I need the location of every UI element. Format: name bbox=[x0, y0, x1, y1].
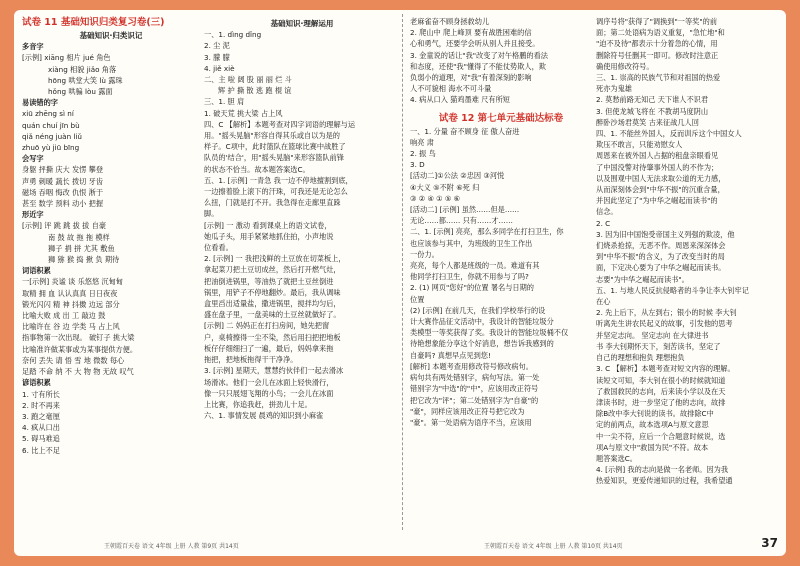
line: 醉卧沙场君莫笑 古来征战几人回 bbox=[596, 117, 699, 127]
line: 1. 破天荒 挑大梁 占上风 bbox=[204, 108, 283, 118]
line: 四、1. 不能丝外国人，反而训斥这个中国女人 bbox=[596, 129, 742, 139]
column-divider bbox=[402, 14, 403, 530]
line: 板仔仔细细扫了一遍，最后，妈妈拿来拖 bbox=[204, 343, 334, 353]
line: 他同学打扫卫生，你就不用参与了吗? bbox=[410, 272, 529, 282]
test-12-title: 试卷 12 第七单元基础达标卷 bbox=[438, 112, 564, 124]
line: 盒里舀出适量盐，撒进锅里，搅拌均匀后， bbox=[204, 299, 341, 309]
column-4 bbox=[596, 10, 782, 530]
line: [活动二] [示例] 虽然……但是…… bbox=[410, 205, 520, 215]
line: 么扭，门就是打不开。我急得在走廊里直跺 bbox=[204, 198, 341, 208]
line: xiàng 相貌 jiǎo 角落 bbox=[48, 64, 117, 74]
line: quán chuí jīn bù bbox=[22, 120, 80, 130]
line: 二、主 啦 阔 股 丽 丽 烂 斗 bbox=[204, 75, 292, 85]
line: 删除符号任删其一即可。修改时注意正 bbox=[596, 50, 719, 60]
line: hǒng 哄骗 lòu 露面 bbox=[48, 87, 113, 97]
line: 用。"摇头晃脑"形容自得其乐或自以为是的 bbox=[204, 131, 340, 141]
line: 4. 病从口入 猫鸡墨难 尺有所短 bbox=[410, 95, 510, 105]
line: 南 鼓 故 拖 拖 模样 bbox=[48, 232, 110, 242]
line: 自豪吗? 真想早点见到您! bbox=[410, 350, 491, 360]
test-11-subtitle: 基础知识·归类识记 bbox=[79, 31, 143, 40]
line: 2. 先上后下，从左到右；银小的时候 李大钊 bbox=[596, 308, 737, 318]
line: 亮亮，每个人都是班级的一员。难道有其 bbox=[410, 261, 540, 271]
line: [示例] 评 跳 跳 拔 拔 自豪 bbox=[22, 221, 107, 231]
test-11-title: 试卷 11 基础知识归类复习卷(三) bbox=[22, 17, 165, 28]
line: 3. 但使龙城飞将在 不教胡马度阴山 bbox=[596, 106, 709, 116]
line: 3. 跑之毫厘 bbox=[22, 411, 60, 421]
line: 死亦为鬼雄 bbox=[596, 84, 632, 94]
line: 五、1. [示例] 一青急 我一边不停地擅割到底， bbox=[204, 175, 353, 185]
line: [解析] 本题考查用修改符号修改病句。 bbox=[410, 361, 533, 371]
line: 词语积累 bbox=[22, 266, 51, 276]
line: 多音字 bbox=[22, 42, 44, 52]
line: 心和勇气，还要学会听从别人并且接受。 bbox=[410, 39, 540, 49]
line: 取精 拥 血 认认真真 日日夜夜 bbox=[22, 288, 118, 298]
line: 4. 疯从口出 bbox=[22, 423, 60, 433]
line: 了中国没警对待肇事外国人的不作为； bbox=[596, 162, 719, 172]
line: 以及围观中国人无法求取公道的无力感， bbox=[596, 173, 726, 183]
line: 4. jiě xiè bbox=[204, 63, 235, 73]
line: 3. D bbox=[410, 160, 425, 170]
line: 了救国救民的志向，后来读小学以及在天 bbox=[596, 386, 726, 396]
line: 锻光闪闪 精 神 抖擞 边远 部分 bbox=[22, 299, 120, 309]
line: 四、C 【解析】本题考查对四字词语的理解与运 bbox=[204, 119, 356, 129]
line: 津读书时，进一步坚定了他的志向，故排 bbox=[596, 397, 726, 407]
line: 面，下定决心要为了中华之崛起而读书。 bbox=[596, 263, 726, 273]
line: 会写字 bbox=[22, 154, 44, 164]
line: 奈何 丢失 请 悟 雪 地 微数 每心 bbox=[22, 355, 125, 365]
line: 把它改为"评"；第二处错别字为"自豪"的 bbox=[410, 395, 539, 405]
line: (2) [示例] 在前几天，在我们学校举行的设 bbox=[410, 305, 546, 315]
line: 信念。 bbox=[596, 207, 618, 217]
line: 盛在盘子里，一盘美味的土豆丝就做好了。 bbox=[204, 310, 341, 320]
line: 3. [示例] 星期天，慧慧约伙伴们一起去滑冰 bbox=[204, 366, 344, 376]
line: 除B改中李大钊说的读书。故排除C中 bbox=[596, 409, 714, 419]
line: 户，桌椅擦得一尘不染，然后用扫把把地板 bbox=[204, 332, 341, 342]
line: 计大赛作品征文活动中，我设计的智能垃圾分 bbox=[410, 317, 554, 327]
line: 面；第二处语病为语义重复，"急忙地"和 bbox=[596, 28, 725, 38]
line: [示例] 一 激动 看到课桌上的语文试卷， bbox=[204, 220, 332, 230]
line: xiū zhēng sì ní bbox=[22, 109, 74, 119]
line: 人不可貌相 海水不可斗量 bbox=[410, 84, 492, 94]
line: 和态度，还使"我"懂得了不能仗势欺人，欺 bbox=[410, 61, 546, 71]
line: 负弱小的道理，对"我"有着深刻的影响 bbox=[410, 73, 532, 83]
line: 5. 碍马难追 bbox=[22, 434, 60, 444]
line: 把油倒进锅里，等油热了就把土豆丝倒进 bbox=[204, 276, 334, 286]
line: 2. 莫愁前路无知己 天下谁人不识君 bbox=[596, 95, 709, 105]
line: 从而深刻体会到"中华不振"的沉重含量， bbox=[596, 185, 725, 195]
column-2 bbox=[204, 10, 400, 530]
line: 上比赛，你追我赶，拼劲儿十足。 bbox=[204, 399, 312, 409]
line: 1. 寸有所长 bbox=[22, 389, 60, 399]
line: 2. 尘 泥 bbox=[204, 41, 230, 51]
line: 足踏 不命 纳 不 大 物 物 无故 叹气 bbox=[22, 367, 134, 377]
line: 读短文可知，李大钊在很小的时候就知道 bbox=[596, 375, 726, 385]
line: 确使用修改符号。 bbox=[596, 61, 654, 71]
line: 一[示例] 炎谧 谈 乐悠悠 沉甸甸 bbox=[22, 277, 123, 287]
line: 欺压不敢言，只能劝慰女人 bbox=[596, 140, 683, 150]
line: 在心 bbox=[596, 297, 611, 307]
line: 3. 因为旧中国饱受帝国主义列强的欺凌，他 bbox=[596, 229, 735, 239]
line: 4. [示例] 我的志向是做一名老师。因为我 bbox=[596, 465, 729, 475]
line: 像一只只展翅飞翔的小鸟；一会儿在冰面 bbox=[204, 388, 334, 398]
line: 她瓜子头，用手紧紧地抓住拍，小声地说 bbox=[204, 231, 334, 241]
line: 3. 朦 朦 bbox=[204, 52, 230, 62]
line: 甚至 数学 预料 动小 把握 bbox=[22, 199, 104, 209]
line: 声勇 刺暖 蔬长 拨切 牙齿 bbox=[22, 176, 104, 186]
line: 2. 时不再来 bbox=[22, 400, 60, 410]
line: 样子。C项中，此时篮队在篮球比赛中战胜了 bbox=[204, 142, 346, 152]
line: 也应该参与其中，为班级的卫生工作出 bbox=[410, 238, 533, 248]
line: 磁场 吞咽 悔改 仇恨 淅于 bbox=[22, 187, 104, 197]
line: 三、1. 崇高的民族气节和对祖国的热爱 bbox=[596, 73, 721, 83]
line: 比喻大败 成 出 工 敲边 鼓 bbox=[22, 311, 106, 321]
line: 并因此坚定了"为中华之崛起而读书"的 bbox=[596, 196, 718, 206]
line: 脚。 bbox=[204, 209, 219, 219]
line: 自己的理想和抱负 理想抱负 bbox=[596, 353, 685, 363]
line: 周恩来在被外国人占据的租盘亲眼看见 bbox=[596, 151, 719, 161]
col1-body bbox=[22, 41, 200, 456]
line: 形近字 bbox=[22, 210, 44, 220]
line: 3. C 【解析】本题考查对短文内容的理解。 bbox=[596, 364, 735, 374]
line: 一份力。 bbox=[410, 249, 439, 259]
line: 错别字为"中选"的"中"，应该用改正符号 bbox=[410, 384, 539, 394]
line: 位看看。 bbox=[204, 243, 233, 253]
line: 一边擦着脸上滚下的汗珠，可我还是无论怎么 bbox=[204, 187, 348, 197]
line: 响亮 肃 bbox=[410, 137, 434, 147]
line: 辉 护 撕 散 逃 跑 棍 谊 bbox=[218, 86, 292, 96]
line: 二、1. [示例] 亮亮，那么多同学在打扫卫生，你 bbox=[410, 227, 564, 237]
footer-right: 王朝霞百天卷 语文 4年级 上册 人教 第10页 共14页 bbox=[484, 543, 623, 550]
line: 拖把，把地板拖得干干净净。 bbox=[204, 355, 298, 365]
line: "迫不及待"都表示十分着急的心情，用 bbox=[596, 39, 718, 49]
footer-left: 王朝霞百天卷 语文 4年级 上册 人教 第9页 共14页 bbox=[104, 543, 239, 550]
line: 场滑冰。他们一会儿在冰面上轻快滑行， bbox=[204, 377, 334, 387]
line: 2. 爬山中 爬上峰顶 要有战胜困难的信 bbox=[410, 28, 532, 38]
line: 2. [示例] 一 我把浅鲜的土豆放在切菜板上， bbox=[204, 254, 346, 264]
line: 听离先生讲农民起义的故事，引发他的思考 bbox=[596, 319, 733, 329]
line: 谚语积累 bbox=[22, 378, 51, 388]
line: 调序号将"获得了"调换到"一等奖"的前 bbox=[596, 17, 718, 26]
line: ③ ② ④ ① ⑤ ⑥ bbox=[410, 193, 461, 203]
line: 狮子 捐 拼 尤其 敷鱼 bbox=[48, 243, 115, 253]
line: qiǎ néng juàn liǔ bbox=[22, 131, 82, 141]
line: 书 李大钊期怀天下，刻苦读书，坚定了 bbox=[596, 341, 721, 351]
line: 定的前两点，故本选项A与原文意思 bbox=[596, 420, 709, 430]
line: 狮 猕 猴 捣 揪 负 期待 bbox=[48, 255, 120, 265]
line: 指事物第一次出现。 破钉子 挑大梁 bbox=[22, 333, 135, 343]
line: 6. 比上不足 bbox=[22, 445, 60, 455]
line: 并坚定志向。 坚定志向 在大律进书 bbox=[596, 330, 709, 340]
line: zhuō yù jiū bīng bbox=[22, 143, 80, 153]
line: 们烧杀抢掠，无恶不作。周恩来深深体会 bbox=[596, 241, 726, 251]
line: 三、1. 胆 肩 bbox=[204, 97, 245, 107]
line: 项A与原文中"救国为民"不符。故本 bbox=[596, 442, 709, 452]
line: 队员的'结合'，用"摇头晃脑"来形容篮队前锋 bbox=[204, 153, 344, 163]
line: 比喻准许做某事或为某事提供方便。 bbox=[22, 344, 138, 354]
line: 位置 bbox=[410, 294, 425, 304]
line: hōng 哄堂大笑 lù 露珠 bbox=[48, 75, 123, 85]
line: 中一尖不符，应后一个合题意时候说，选 bbox=[596, 431, 726, 441]
answer-sheet bbox=[14, 10, 786, 556]
page-number: 37 bbox=[761, 536, 778, 550]
line: 老麻雀奋不顾身拯救幼儿 bbox=[410, 17, 490, 26]
line: 一、1. 分量 奋不顾身 征 傲人奋进 bbox=[410, 126, 520, 136]
line: 锅里，用铲子不停地翻炒。最后，我从调味 bbox=[204, 287, 341, 297]
line: ④大义 ⑤不附 ⑥死 归 bbox=[410, 182, 480, 192]
line: 2. C bbox=[596, 218, 611, 228]
line: 拿起菜刀把土豆切成丝，然后打开燃气灶， bbox=[204, 265, 341, 275]
line: [活动二]①公法 ②忠因 ③河悦 bbox=[410, 171, 505, 181]
line: 比喻许在 谷 边 学类 马 占上风 bbox=[22, 322, 120, 332]
line: 题答案选C。 bbox=[596, 453, 637, 463]
column-1 bbox=[22, 10, 200, 530]
line: 类模型一等奖获得了奖。我设计的智能垃圾桶不仅 bbox=[410, 328, 569, 338]
line: 五、1. 与地人民反抗侵略者的斗争让李大钊牢记 bbox=[596, 285, 749, 295]
line: 2. 振 鸟 bbox=[410, 149, 436, 159]
line: 志要"为中华之崛起而读书"。 bbox=[596, 274, 689, 284]
line: 身躯 抨撕 庆大 发愣 攀登 bbox=[22, 165, 104, 175]
line: "豪"，同样应该用改正符号把它改为 bbox=[410, 406, 525, 416]
line: 一、1. dìng dǐng bbox=[204, 30, 262, 40]
line: 的状态不恰当。故本题答案选C。 bbox=[204, 164, 310, 174]
line: 病句共有两处错别字，病句写法。第一处 bbox=[410, 373, 540, 383]
line: 六、1. 事情发展 晨鸡的知识到小麻雀 bbox=[204, 411, 324, 421]
line: 2. (1) 网页"您好"的位置 署名与日期的 bbox=[410, 283, 534, 293]
line: 热爱知识，更爱传递知识的过程，我希望通 bbox=[596, 476, 733, 486]
col2-subtitle: 基础知识·理解运用 bbox=[270, 19, 334, 28]
line: 到"中华不振"的含义，为了改变当时的局 bbox=[596, 252, 725, 262]
line: 3. 金童说的话让"我"改变了对午格鹏的看法 bbox=[410, 50, 548, 60]
line: "豪"。第一处语病为语序不当，应该用 bbox=[410, 417, 532, 427]
line: 易读错的字 bbox=[22, 98, 58, 108]
column-3 bbox=[410, 10, 592, 530]
line: [示例] 二 妈妈正在打扫房间，她先把窗 bbox=[204, 321, 330, 331]
line: [示例] xiāng 相片 jué 角色 bbox=[22, 53, 111, 63]
line: 无论……都…… 只有……才…… bbox=[410, 216, 513, 226]
line: 待艳想象能分享这个好消息，想告诉我感到的 bbox=[410, 339, 554, 349]
